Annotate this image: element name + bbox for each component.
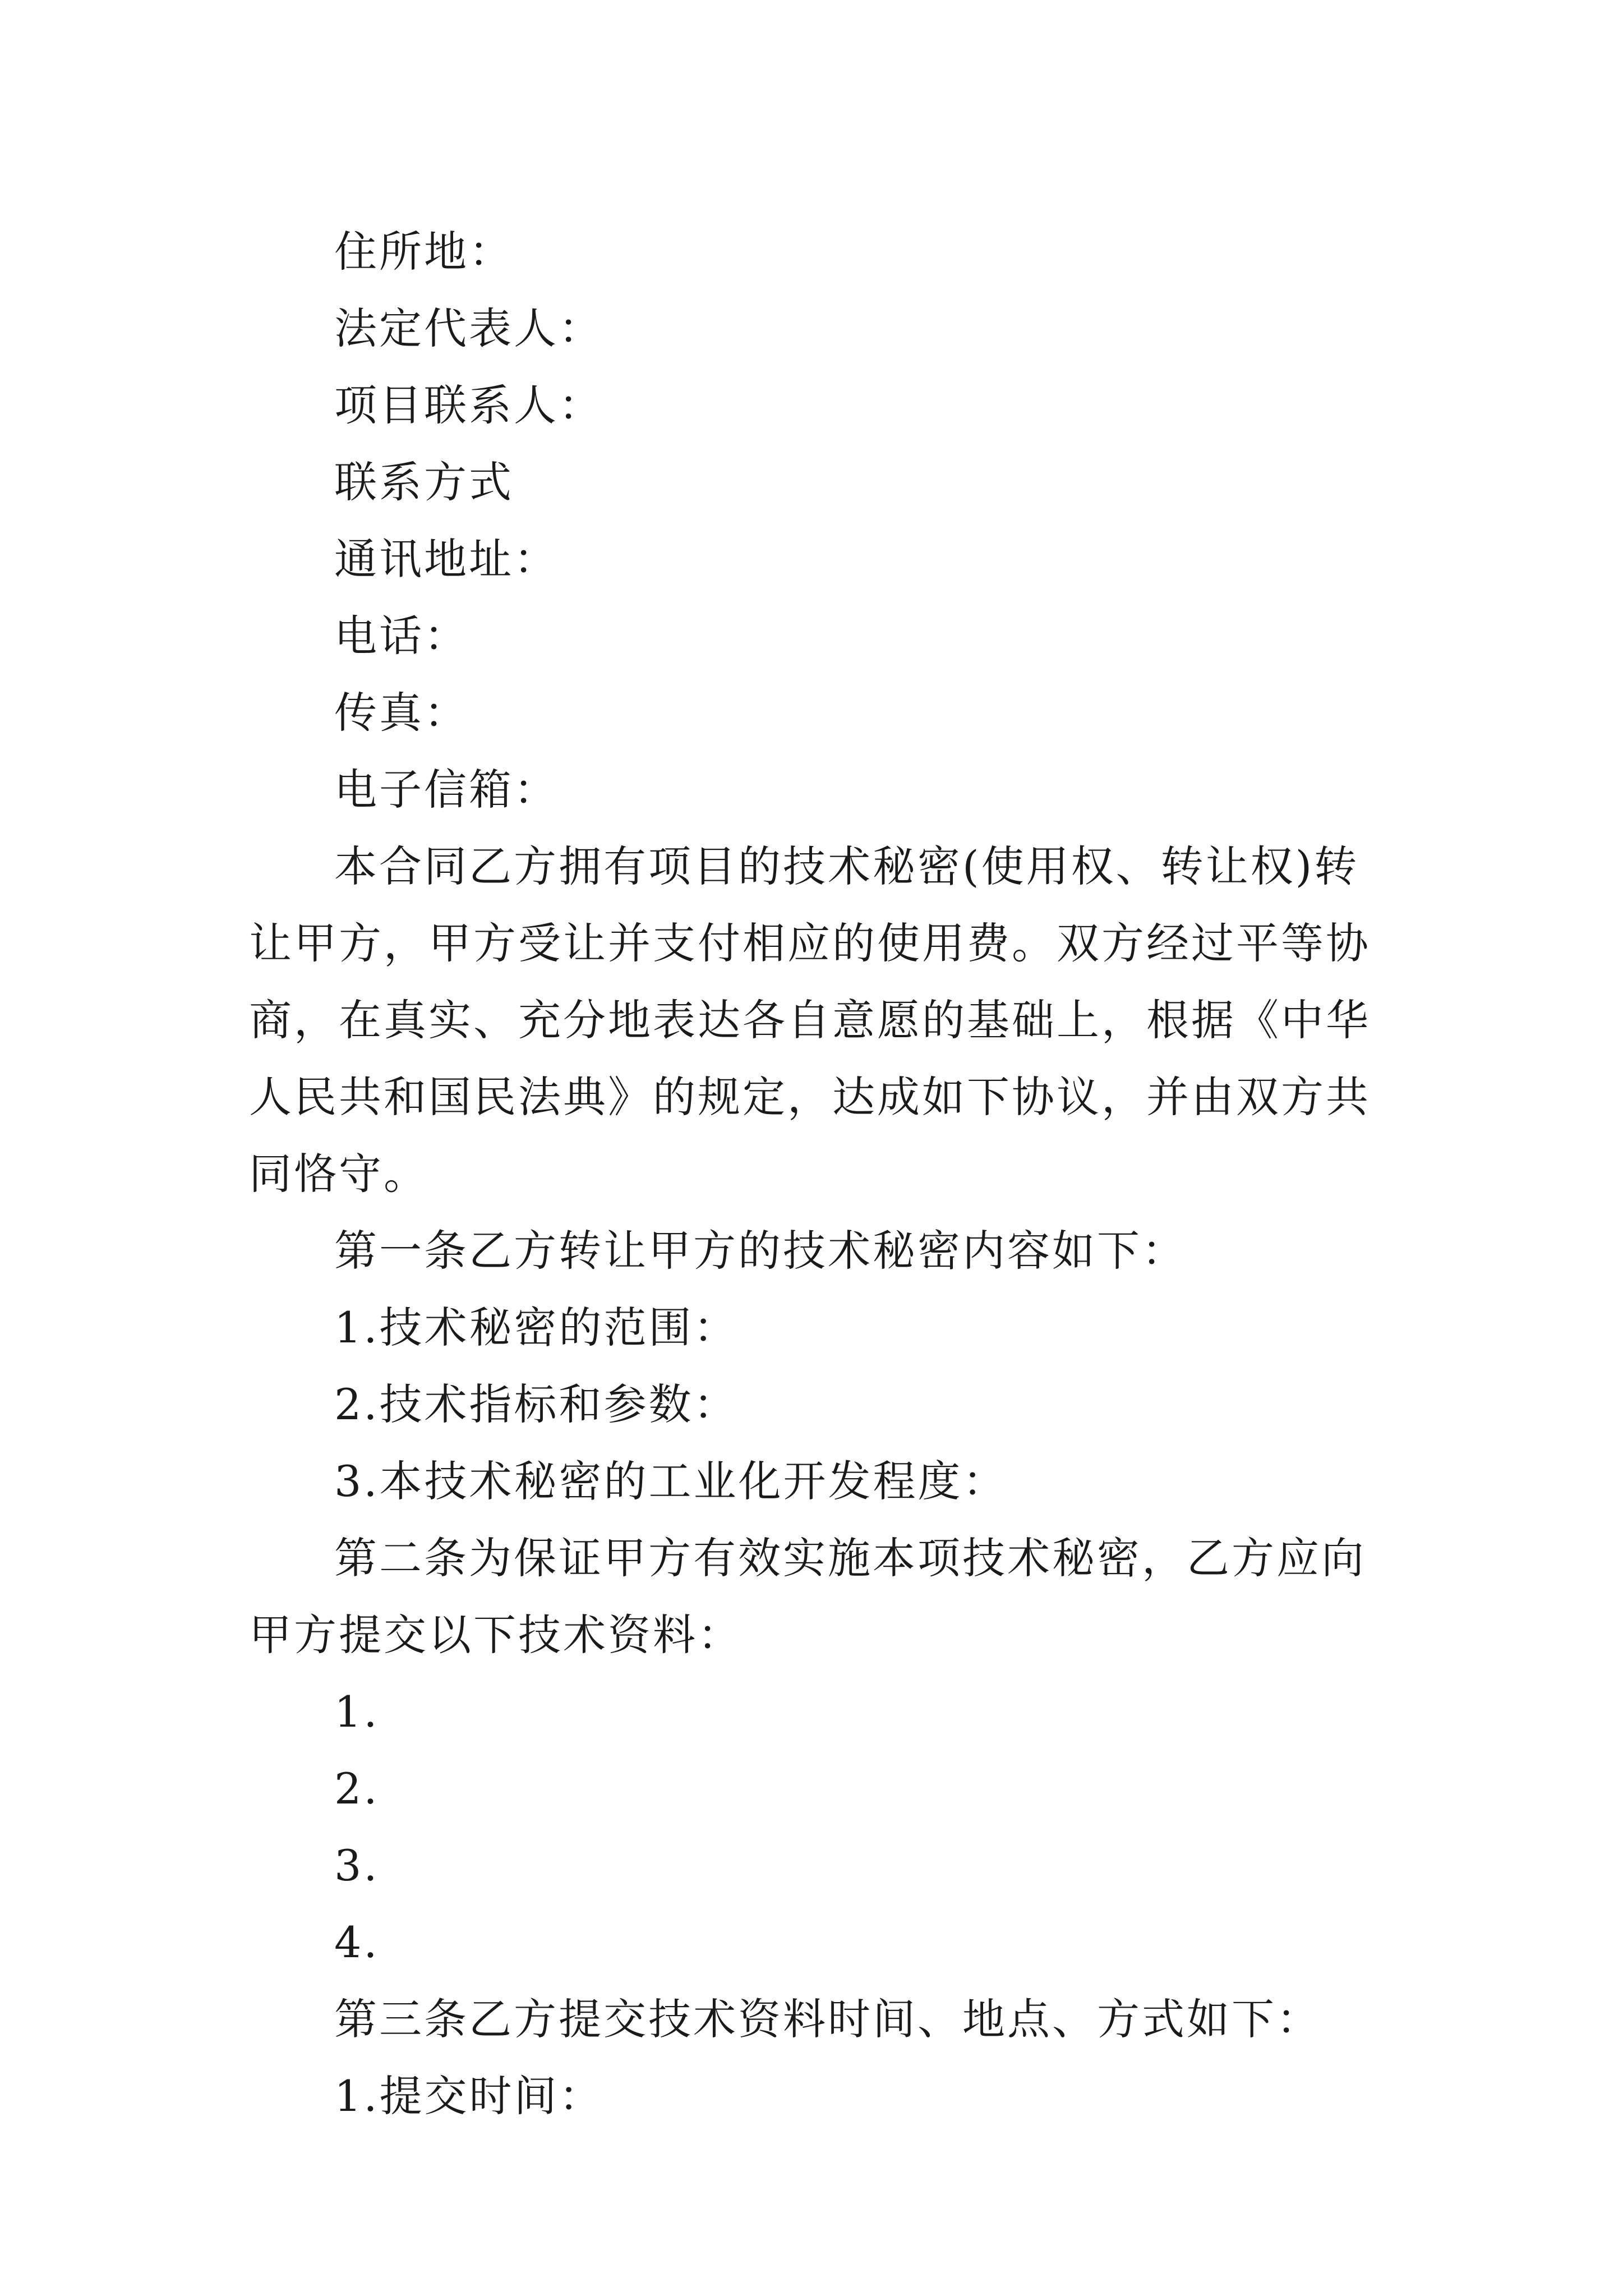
preamble-paragraph: 本合同乙方拥有项目的技术秘密(使用权、转让权)转让甲方，甲方受让并支付相应的使用费。双方经过平等协商，在真实、充分地表达各自意愿的基础上，根据《中华人民共和国民法典》的规定，达成如下协议，并由双方共同恪守。: [249, 841, 1371, 1199]
article-2-item-4: 4.: [334, 1917, 380, 1967]
field-legal-representative: 法定代表人：: [334, 303, 603, 353]
article-2-item-1: 1.: [334, 1687, 380, 1737]
article-3-item-1: 1.提交时间：: [334, 2071, 604, 2121]
article-2-paragraph: 第二条为保证甲方有效实施本项技术秘密，乙方应向甲方提交以下技术资料：: [249, 1533, 1366, 1660]
article-2-item-2: 2.: [334, 1764, 380, 1814]
article-1-heading: 第一条乙方转让甲方的技术秘密内容如下：: [334, 1226, 1187, 1276]
article-1-item-2: 2.技术指标和参数：: [334, 1379, 739, 1429]
article-1-item-1: 1.技术秘密的范围：: [334, 1303, 739, 1352]
field-project-contact: 项目联系人：: [334, 380, 603, 430]
article-1-item-3: 3.本技术秘密的工业化开发程度：: [334, 1456, 1008, 1506]
article-3-heading: 第三条乙方提交技术资料时间、地点、方式如下：: [334, 1994, 1321, 2044]
document-body: [249, 213, 1399, 2134]
field-mailing-address: 通讯地址：: [334, 534, 559, 584]
field-fax: 传真：: [334, 688, 469, 738]
field-contact-method: 联系方式: [334, 457, 514, 507]
field-phone: 电话：: [334, 611, 469, 661]
article-2-item-3: 3.: [334, 1841, 380, 1890]
field-email: 电子信箱：: [334, 765, 559, 815]
field-address: 住所地：: [334, 227, 514, 277]
